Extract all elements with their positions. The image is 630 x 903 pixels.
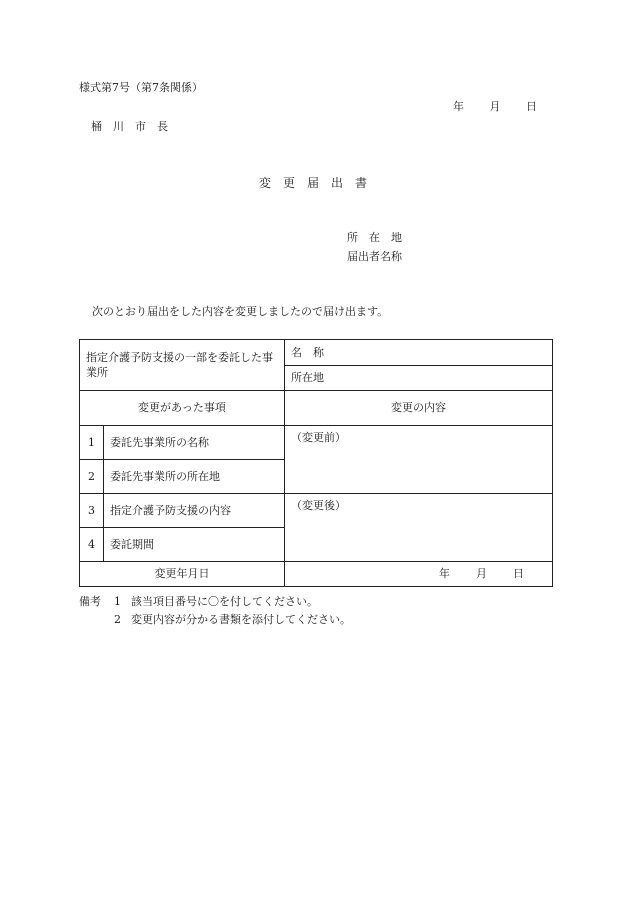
intro-text: 次のとおり届出をした内容を変更しましたので届け出ます。 <box>92 305 389 318</box>
item-number[interactable]: 4 <box>80 528 104 562</box>
document-title: 変 更 届 出 書 <box>259 176 368 190</box>
note-text: 該当項目番号に〇を付してください。 <box>131 595 318 608</box>
office-name-field[interactable] <box>285 340 553 366</box>
change-content-header: 変更の内容 <box>285 391 553 426</box>
applicant-address-label: 所 在 地 <box>347 231 402 244</box>
header-year-label: 年 <box>453 100 464 113</box>
after-change-label: （変更後） <box>291 499 346 512</box>
after-change-field[interactable] <box>285 494 553 562</box>
changed-items-header: 変更があった事項 <box>80 391 285 426</box>
header-date <box>453 101 537 112</box>
before-change-label: （変更前） <box>291 431 346 444</box>
change-form-table <box>79 339 553 587</box>
applicant-name-label: 届出者名称 <box>347 250 402 263</box>
recipient: 桶 川 市 長 <box>91 120 168 133</box>
header-month-label: 月 <box>489 100 501 113</box>
notes-heading: 備考 <box>79 595 101 608</box>
before-change-field[interactable] <box>285 426 553 494</box>
item-label: 指定介護予防支援の内容 <box>104 494 285 528</box>
note-text: 変更内容が分かる書類を添付してください。 <box>131 613 351 626</box>
item-label: 委託期間 <box>104 528 285 562</box>
item-label: 委託先事業所の名称 <box>104 426 285 460</box>
entrusted-office-label: 指定介護予防支援の一部を委託した事業所 <box>80 340 285 391</box>
office-name-label: 名 称 <box>291 345 324 359</box>
item-number[interactable]: 2 <box>80 460 104 494</box>
change-date-label: 変更年月日 <box>80 562 285 587</box>
note-number: 2 <box>114 613 121 626</box>
office-address-field[interactable] <box>285 366 553 391</box>
form-number: 様式第7号（第7条関係） <box>79 81 203 94</box>
change-day-label: 日 <box>513 567 524 581</box>
item-number[interactable]: 3 <box>80 494 104 528</box>
change-year-label: 年 <box>439 567 450 581</box>
note-number: 1 <box>114 595 121 608</box>
office-address-label: 所在地 <box>291 371 324 385</box>
change-month-label: 月 <box>476 567 487 581</box>
header-day-label: 日 <box>526 100 537 113</box>
item-number[interactable]: 1 <box>80 426 104 460</box>
item-label: 委託先事業所の所在地 <box>104 460 285 494</box>
change-date-field[interactable] <box>285 562 553 587</box>
